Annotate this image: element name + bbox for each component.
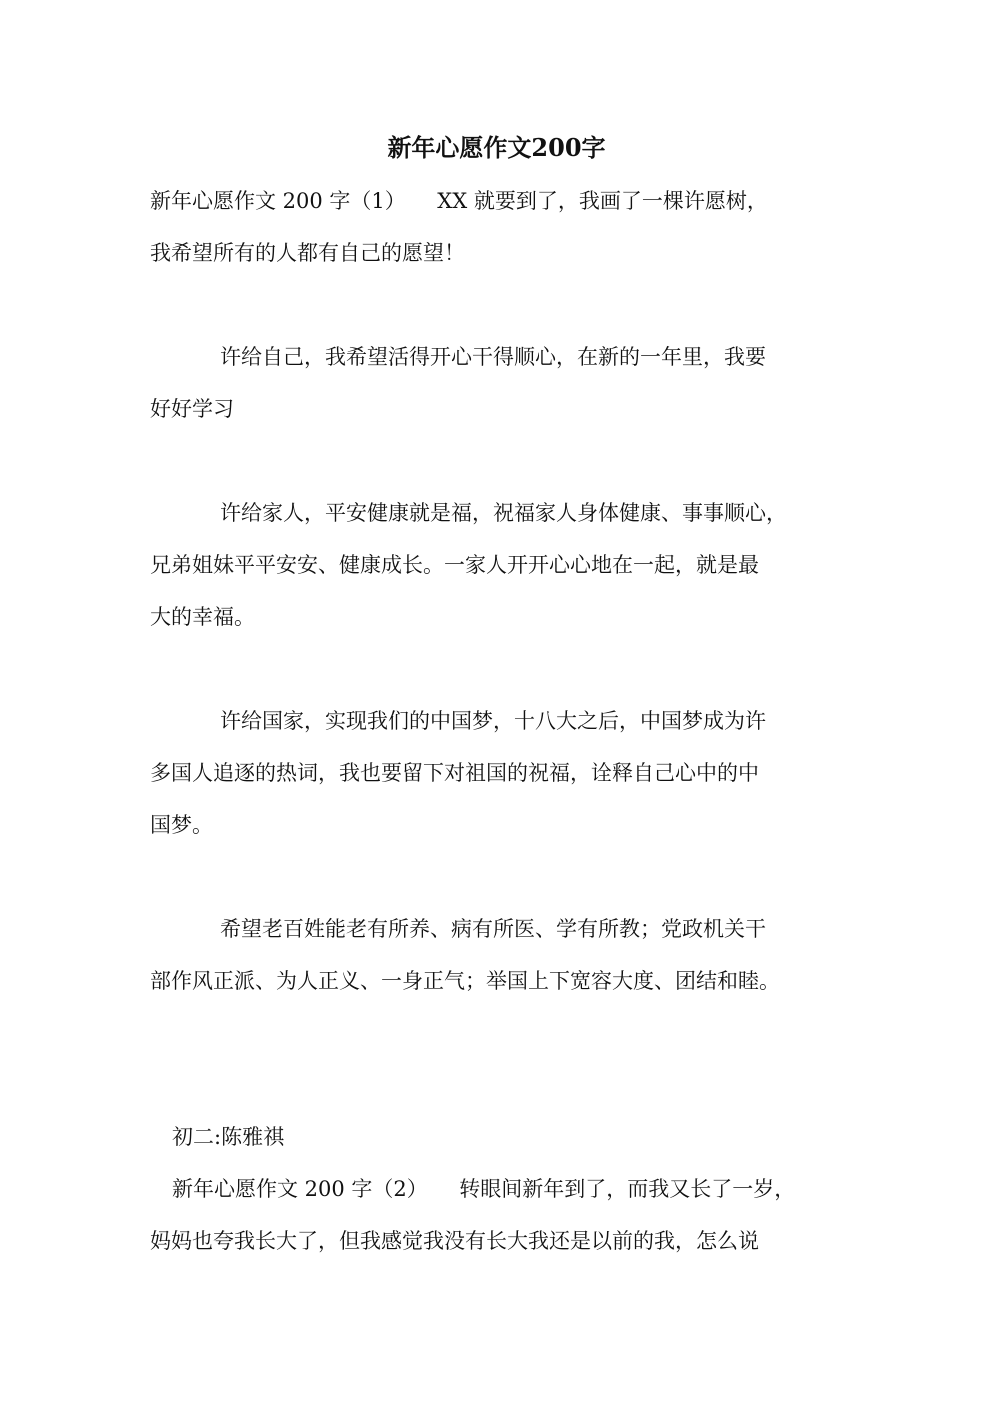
text-line-12: 部作风正派、为人正义、一身正气；举国上下宽容大度、团结和睦。 [150,969,780,993]
text-line-11: 希望老百姓能老有所养、病有所医、学有所教；党政机关干 [220,917,766,941]
text-line-2: 我希望所有的人都有自己的愿望！ [150,241,465,265]
text-line-1: 新年心愿作文 200 字（1） XX 就要到了，我画了一棵许愿树， [150,189,768,213]
text-line-10: 国梦。 [150,813,213,837]
text-line-6: 兄弟姐妹平平安安、健康成长。一家人开开心心地在一起，就是最 [150,553,759,577]
text-line-5: 许给家人，平安健康就是福，祝福家人身体健康、事事顺心， [220,501,787,525]
text-line-3: 许给自己，我希望活得开心干得顺心，在新的一年里，我要 [220,345,766,369]
document-title: 新年心愿作文200字 [387,133,606,162]
text-line-15: 妈妈也夸我长大了，但我感觉我没有长大我还是以前的我，怎么说 [150,1229,759,1253]
text-line-7: 大的幸福。 [150,605,255,629]
text-line-8: 许给国家，实现我们的中国梦，十八大之后，中国梦成为许 [220,709,766,733]
text-line-9: 多国人追逐的热词，我也要留下对祖国的祝福，诠释自己心中的中 [150,761,759,785]
text-line-4: 好好学习 [150,397,234,421]
author-line: 初二:陈雅祺 [172,1125,285,1149]
text-line-14: 新年心愿作文 200 字（2） 转眼间新年到了，而我又长了一岁， [172,1177,796,1201]
